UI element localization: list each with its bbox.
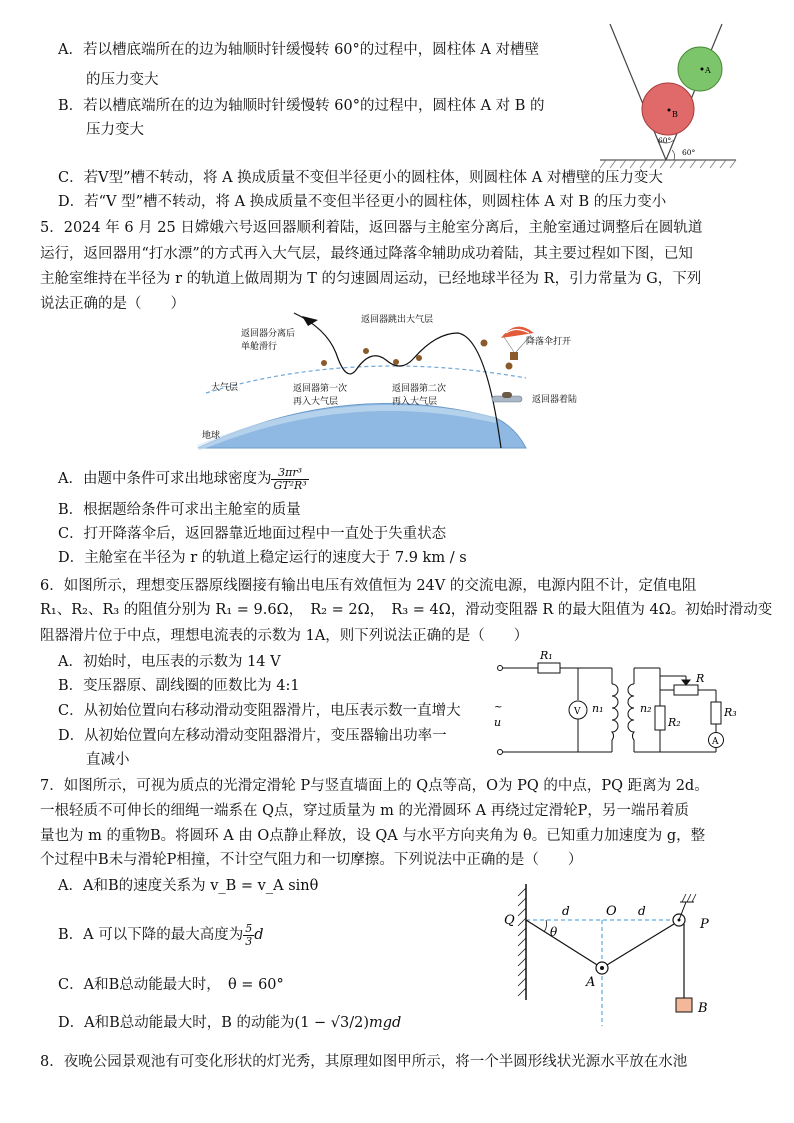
q4-option-c: C．若V型”槽不转动，将 A 换成质量不变但半径更小的圆柱体，则圆柱体 A 对槽壁的压力变大 [58, 170, 663, 186]
q7-option-d [58, 1008, 401, 1038]
label-o: O [606, 904, 617, 919]
q8-stem-line1: 8．夜晚公园景观池有可变化形状的灯光秀，其原理如图甲所示，将一个半圆形线状光源水平放在水池 [40, 1054, 688, 1070]
q6-option-a: A．初始时，电压表的示数为 14 V [58, 654, 281, 670]
q5-stem-line1: 5．2024 年 6 月 25 日嫦娥六号返回器顺利着陆，返回器与主舱室分离后，主舱室通过调整后在圆轨道 [40, 220, 703, 236]
q7-stem-line3: 量也为 m 的重物B。将圆环 A 由 O点静止释放，设 QA 与水平方向夹角为 θ。已知重力加速度为 g，整 [40, 828, 706, 844]
label-b: B [672, 110, 678, 119]
q7-stem-line4: 个过程中B未与滑轮P相撞，不计空气阻力和一切摩擦。下列说法中正确的是（ ） [40, 852, 583, 868]
label-first-reentry-1: 返回器第一次 [293, 384, 348, 394]
label-r2: R₂ [668, 716, 681, 729]
label-n2: n₂ [640, 702, 652, 715]
label-separation-2: 单舱滑行 [241, 342, 278, 352]
q4-option-b-line2: 压力变大 [86, 122, 144, 138]
transformer-circuit-figure [492, 644, 752, 760]
height-numerator: 5 [245, 921, 253, 935]
q5-stem-line4: 说法正确的是（ ） [40, 296, 185, 312]
label-n1: n₁ [592, 702, 604, 715]
q4-option-d: D．若“V 型”槽不转动，将 A 换成质量不变但半径更小的圆柱体，则圆柱体 A 对 B 的压力变小 [58, 194, 667, 210]
label-d-left: d [562, 904, 570, 918]
label-first-reentry-2: 再入大气层 [293, 397, 339, 407]
q5-option-d: D．主舱室在半径为 r 的轨道上稳定运行的速度大于 7.9 km / s [58, 550, 467, 566]
label-jump-out: 返回器跳出大气层 [361, 315, 434, 325]
q5-option-a-text: A．由题中条件可求出地球密度为 [58, 471, 272, 487]
label-parachute: 降落伞打开 [526, 337, 572, 347]
reentry-figure [196, 308, 596, 458]
q7-option-c: C．A和B总动能最大时， θ = 60° [58, 977, 284, 993]
q5-option-a [58, 466, 309, 492]
density-fraction [271, 467, 308, 492]
q6-stem-line2: R₁、R₂、R₃ 的阻值分别为 R₁ = 9.6Ω， R₂ = 2Ω， R₃ = 4Ω，滑动变阻器 R 的最大阻值为 4Ω。初始时滑动变 [40, 602, 773, 618]
label-p: P [700, 917, 709, 932]
q7-option-a: A．A和B的速度关系为 v_B = v_A sinθ [58, 878, 319, 894]
ke-unit: mgd [369, 1015, 402, 1031]
label-u: u [494, 716, 502, 729]
q5-stem-line2: 运行，返回器用“打水漂”的方式再入大气层，最终通过降落伞辅助成功着陆，其主要过程如下图，已知 [40, 246, 693, 262]
label-second-reentry-2: 再入大气层 [392, 397, 438, 407]
q5-stem-line3: 主舱室维持在半径为 r 的轨道上做周期为 T 的匀速圆周运动，已经地球半径为 R，引力常量为 G，下列 [40, 271, 702, 287]
ac-symbol: ~ [494, 702, 503, 713]
label-q: Q [504, 913, 515, 928]
label-landing: 返回器着陆 [532, 395, 578, 405]
q4-option-b-line1: B．若以槽底端所在的边为轴顺时针缓慢转 60°的过程中，圆柱体 A 对 B 的 [58, 98, 545, 114]
label-d-right: d [638, 904, 646, 918]
label-atmosphere: 大气层 [211, 383, 239, 393]
q6-option-c: C．从初始位置向右移动滑动变阻器滑片，电压表示数一直增大 [58, 703, 461, 719]
label-r3: R₃ [724, 706, 737, 719]
label-separation-1: 返回器分离后 [241, 329, 296, 339]
density-denominator: GT²R³ [273, 478, 307, 492]
q6-option-b: B．变压器原、副线圈的匝数比为 4:1 [58, 678, 300, 694]
q6-stem-line3: 阻器滑片位于中点，理想电流表的示数为 1A，则下列说法正确的是（ ） [40, 628, 529, 644]
q6-stem-line1: 6．如图所示，理想变压器原线圈接有输出电压有效值恒为 24V 的交流电源，电源内阻不计，定值电阻 [40, 578, 697, 594]
height-fraction [243, 923, 254, 948]
label-a: A [705, 66, 711, 75]
v-groove-figure [598, 22, 738, 170]
label-r1: R₁ [540, 649, 553, 662]
q5-option-c: C．打开降落伞后，返回器靠近地面过程中一直处于失重状态 [58, 526, 447, 542]
q7-stem-line2: 一根轻质不可伸长的细绳一端系在 Q点，穿过质量为 m 的光滑圆环 A 再绕过定滑轮P，另一端吊着质 [40, 803, 689, 819]
q4-option-a-line1: A．若以槽底端所在的边为轴顺时针缓慢转 60°的过程中，圆柱体 A 对槽壁 [58, 42, 539, 58]
q6-option-d-line2: 直减小 [86, 752, 130, 768]
q7-option-b [58, 920, 264, 950]
pulley-figure [500, 880, 740, 1028]
ammeter-label: A [712, 737, 719, 747]
ke-factor: (1 − √3/2) [294, 1015, 370, 1031]
q6-option-d-line1: D．从初始位置向左移动滑动变阻器滑片，变压器输出功率一 [58, 728, 447, 744]
q7-option-b-text: B．A 可以下降的最大高度为 [58, 927, 244, 943]
label-second-reentry-1: 返回器第二次 [392, 384, 447, 394]
label-r: R [696, 672, 705, 685]
height-denominator: 3 [245, 934, 253, 948]
q5-option-b: B．根据题给条件可求出主舱室的质量 [58, 502, 301, 518]
q7-option-d-text: D．A和B总动能最大时，B 的动能为 [58, 1015, 295, 1031]
density-numerator: 3πr³ [271, 467, 308, 480]
label-ring-a: A [586, 975, 596, 990]
label-theta: θ [550, 925, 558, 939]
q7-stem-line1: 7．如图所示，可视为质点的光滑定滑轮 P与竖直墙面上的 Q点等高，O为 PQ 的中点，PQ 距离为 2d。 [40, 778, 709, 794]
angle-label-1: 60° [658, 136, 672, 145]
angle-label-2: 60° [682, 148, 696, 157]
label-weight-b: B [698, 1001, 708, 1016]
voltmeter-label: V [574, 707, 581, 717]
q4-option-a-line2: 的压力变大 [86, 72, 159, 88]
height-unit: d [254, 927, 264, 943]
label-earth: 地球 [202, 431, 221, 441]
